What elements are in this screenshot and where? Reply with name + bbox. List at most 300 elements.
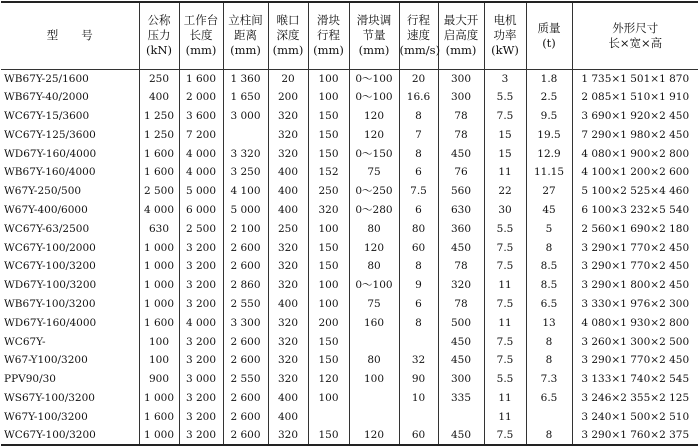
column-header-line: 速度	[407, 28, 430, 43]
table-row	[1, 407, 698, 426]
spec-cell: 19.5	[526, 125, 572, 144]
spec-cell: 900	[139, 370, 179, 389]
column-header-line: 启高度	[443, 28, 479, 43]
spec-cell: 1 250	[139, 125, 179, 144]
table-row	[1, 295, 698, 314]
spec-cell: 100	[139, 332, 179, 351]
spec-cell: 7	[399, 125, 438, 144]
spec-cell: 2 500	[139, 182, 179, 201]
spec-cell: 320	[268, 144, 308, 163]
spec-cell: 12.9	[526, 144, 572, 163]
spec-cell: 3 290×1 770×2 450	[572, 238, 698, 257]
table-row	[1, 219, 698, 238]
spec-cell: 8.5	[526, 276, 572, 295]
spec-cell: 1 600	[139, 163, 179, 182]
spec-cell: 0～150	[349, 144, 399, 163]
table-row	[1, 144, 698, 163]
spec-cell: 78	[438, 107, 484, 126]
table-row	[1, 276, 698, 295]
spec-cell: 20	[268, 69, 308, 88]
spec-cell	[526, 407, 572, 426]
spec-cell: 2 100	[223, 219, 268, 238]
column-header-line: 行程	[317, 28, 340, 43]
spec-cell: 4 100×1 200×2 600	[572, 163, 698, 182]
spec-cell: 7.5	[399, 182, 438, 201]
spec-cell: 300	[438, 69, 484, 88]
spec-cell: 100	[308, 295, 349, 314]
spec-cell: 3 000	[223, 107, 268, 126]
spec-cell: 4 080×1 930×2 800	[572, 313, 698, 332]
spec-cell: 3 200	[179, 426, 223, 445]
spec-cell: 150	[308, 238, 349, 257]
spec-cell: 75	[349, 163, 399, 182]
spec-cell: 60	[399, 238, 438, 257]
table-row	[1, 107, 698, 126]
spec-cell: 3 290×1 770×2 450	[572, 257, 698, 276]
spec-cell: 2 560×1 690×2 180	[572, 219, 698, 238]
spec-cell: 250	[308, 182, 349, 201]
spec-cell: 3 200	[179, 389, 223, 408]
spec-cell	[438, 407, 484, 426]
column-header	[268, 2, 308, 69]
spec-cell: 2 000	[179, 88, 223, 107]
spec-cell: 90	[399, 370, 438, 389]
column-header-line: 型 号	[46, 28, 93, 43]
spec-cell: 27	[526, 182, 572, 201]
spec-cell: 7 200	[179, 125, 223, 144]
spec-cell: 5.5	[484, 88, 526, 107]
column-header-line: 行程	[407, 13, 430, 28]
spec-cell: 3 690×1 920×2 450	[572, 107, 698, 126]
column-header	[308, 2, 349, 69]
spec-cell: 3 000	[179, 370, 223, 389]
column-header-line: 立柱间	[228, 13, 263, 28]
spec-cell: 7.5	[484, 238, 526, 257]
spec-cell: 1 250	[139, 107, 179, 126]
spec-cell: 3 200	[179, 295, 223, 314]
spec-cell: 320	[308, 201, 349, 220]
model-cell: WC67Y-15/3600	[1, 107, 139, 126]
spec-cell: 7.3	[526, 370, 572, 389]
spec-cell: 3 200	[179, 257, 223, 276]
spec-cell: 120	[349, 107, 399, 126]
spec-cell: 5.5	[484, 370, 526, 389]
model-cell: WC67Y-125/3600	[1, 125, 139, 144]
spec-cell: 11.15	[526, 163, 572, 182]
spec-cell	[399, 407, 438, 426]
spec-cell: 80	[399, 219, 438, 238]
spec-cell: 300	[438, 88, 484, 107]
spec-cell: 320	[268, 238, 308, 257]
spec-cell: 320	[268, 125, 308, 144]
spec-cell: 6.5	[526, 295, 572, 314]
spec-cell: 1 000	[139, 257, 179, 276]
spec-cell: 450	[438, 351, 484, 370]
table-body	[1, 69, 698, 445]
spec-cell: 4 000	[179, 144, 223, 163]
spec-cell: 2 550	[223, 295, 268, 314]
spec-cell: 76	[438, 163, 484, 182]
column-header-line: 电机	[493, 13, 517, 28]
spec-cell: 120	[308, 370, 349, 389]
spec-cell: 3 200	[179, 276, 223, 295]
spec-cell: 200	[308, 313, 349, 332]
table-row	[1, 125, 698, 144]
spec-cell: 2 600	[223, 351, 268, 370]
spec-cell: 6	[399, 201, 438, 220]
spec-cell: 15	[484, 144, 526, 163]
spec-cell: 400	[268, 407, 308, 426]
spec-cell: 7.5	[484, 295, 526, 314]
column-header-line: (mm)	[445, 43, 477, 58]
spec-cell	[349, 407, 399, 426]
column-header-line: 距离	[234, 28, 257, 43]
spec-cell: 3 260×1 300×2 500	[572, 332, 698, 351]
spec-cell: 630	[438, 201, 484, 220]
spec-cell: 450	[438, 144, 484, 163]
header-row	[1, 2, 698, 69]
table-row	[1, 201, 698, 220]
spec-cell: 78	[438, 257, 484, 276]
spec-cell: 3 290×1 760×2 375	[572, 426, 698, 445]
spec-cell: 15	[484, 125, 526, 144]
spec-cell: 60	[399, 426, 438, 445]
model-cell: WC67Y-63/2500	[1, 219, 139, 238]
spec-cell: 150	[308, 125, 349, 144]
spec-cell: 8	[399, 313, 438, 332]
column-header	[438, 2, 484, 69]
column-header	[349, 2, 399, 69]
spec-cell: 22	[484, 182, 526, 201]
model-cell: WC67Y-	[1, 332, 139, 351]
model-cell: WC67Y-100/2000	[1, 238, 139, 257]
model-cell: PPV90/30	[1, 370, 139, 389]
spec-cell: 3 200	[179, 332, 223, 351]
spec-cell: 80	[349, 257, 399, 276]
column-header-line: 长×宽×高	[608, 35, 663, 50]
model-cell: WC67Y-100/3200	[1, 426, 139, 445]
spec-cell: 10	[399, 389, 438, 408]
spec-cell: 11	[484, 389, 526, 408]
press-brake-spec-table	[1, 1, 698, 446]
spec-cell	[349, 389, 399, 408]
spec-cell: 6 100×3 232×5 540	[572, 201, 698, 220]
spec-cell: 100	[308, 69, 349, 88]
spec-cell: 320	[268, 107, 308, 126]
spec-cell: 5 000	[179, 182, 223, 201]
spec-cell: 5	[526, 219, 572, 238]
column-header-line: 喉口	[276, 13, 300, 28]
model-cell: WB67Y-25/1600	[1, 69, 139, 88]
column-header-line: (mm)	[313, 43, 344, 58]
spec-cell: 7.5	[484, 107, 526, 126]
spec-cell: 7.5	[484, 426, 526, 445]
spec-cell: 13	[526, 313, 572, 332]
table-row	[1, 351, 698, 370]
column-header	[572, 2, 698, 69]
spec-cell: 3 320	[223, 144, 268, 163]
spec-cell: 20	[399, 69, 438, 88]
spec-cell: 2 550	[223, 370, 268, 389]
spec-cell: 160	[349, 313, 399, 332]
column-header	[1, 2, 139, 69]
spec-cell: 9.5	[526, 107, 572, 126]
spec-cell: 152	[308, 163, 349, 182]
model-cell: W67Y-400/6000	[1, 201, 139, 220]
spec-cell: 0～250	[349, 182, 399, 201]
spec-cell: 2 600	[223, 257, 268, 276]
spec-cell: 0～100	[349, 276, 399, 295]
spec-cell: 3 200	[179, 238, 223, 257]
spec-cell: 45	[526, 201, 572, 220]
spec-cell	[349, 332, 399, 351]
spec-cell: 8	[526, 238, 572, 257]
spec-cell: 78	[438, 295, 484, 314]
spec-cell: 4 100	[223, 182, 268, 201]
spec-cell: 1 650	[223, 88, 268, 107]
model-cell: WD67Y-160/4000	[1, 313, 139, 332]
spec-cell: 6	[399, 163, 438, 182]
spec-cell: 630	[139, 219, 179, 238]
model-cell: W67Y-250/500	[1, 182, 139, 201]
column-header-line: 压力	[147, 28, 171, 43]
spec-cell: 7.5	[484, 332, 526, 351]
spec-cell: 150	[308, 107, 349, 126]
spec-cell: 8.5	[526, 257, 572, 276]
spec-cell: 1 600	[139, 313, 179, 332]
table-header	[1, 2, 698, 69]
spec-cell: 400	[268, 295, 308, 314]
spec-cell: 2 500	[179, 219, 223, 238]
column-header-line: (t)	[542, 35, 556, 50]
spec-cell: 1 600	[179, 69, 223, 88]
column-header	[179, 2, 223, 69]
spec-cell	[308, 407, 349, 426]
column-header-line: (mm/s)	[399, 43, 441, 58]
spec-cell: 3 250	[223, 163, 268, 182]
spec-cell: 9	[399, 276, 438, 295]
spec-cell: 7 290×1 980×2 450	[572, 125, 698, 144]
spec-cell: 2.5	[526, 88, 572, 107]
spec-cell: 1 000	[139, 238, 179, 257]
spec-cell: 200	[268, 88, 308, 107]
spec-cell: 75	[349, 295, 399, 314]
column-header-line: (mm)	[358, 43, 390, 58]
spec-cell: 100	[308, 219, 349, 238]
spec-cell: 150	[308, 426, 349, 445]
spec-cell: 3 240×1 500×2 510	[572, 407, 698, 426]
spec-cell: 1.8	[526, 69, 572, 88]
model-cell: WD67Y-100/3200	[1, 276, 139, 295]
column-header-line: 长度	[189, 28, 213, 43]
spec-cell: 3 200	[179, 407, 223, 426]
spec-cell: 6.5	[526, 389, 572, 408]
spec-cell: 1 000	[139, 426, 179, 445]
spec-cell: 8	[526, 351, 572, 370]
spec-cell: 1 000	[139, 295, 179, 314]
column-header-line: 深度	[276, 28, 300, 43]
spec-cell: 3	[484, 69, 526, 88]
spec-cell: 6 000	[179, 201, 223, 220]
column-header	[223, 2, 268, 69]
spec-cell: 0～280	[349, 201, 399, 220]
column-header-line: (mm)	[185, 43, 217, 58]
spec-cell: 100	[308, 88, 349, 107]
spec-cell: 320	[268, 257, 308, 276]
spec-cell: 320	[268, 313, 308, 332]
spec-cell: 3 290×1 800×2 450	[572, 276, 698, 295]
column-header	[526, 2, 572, 69]
spec-cell: 2 085×1 510×1 910	[572, 88, 698, 107]
spec-cell: 8	[399, 107, 438, 126]
column-header-line: 最大开	[443, 13, 479, 28]
spec-cell	[223, 125, 268, 144]
column-header	[484, 2, 526, 69]
table-row	[1, 257, 698, 276]
spec-cell: 5 100×2 525×4 460	[572, 182, 698, 201]
spec-cell: 7.5	[484, 257, 526, 276]
spec-cell: 120	[349, 426, 399, 445]
spec-cell: 400	[268, 389, 308, 408]
model-cell: WB67Y-40/2000	[1, 88, 139, 107]
spec-cell: 80	[349, 351, 399, 370]
spec-cell: 450	[438, 238, 484, 257]
spec-cell: 320	[268, 351, 308, 370]
spec-cell: 2 600	[223, 426, 268, 445]
spec-cell: 120	[349, 125, 399, 144]
spec-cell: 2 600	[223, 389, 268, 408]
spec-cell: 450	[438, 426, 484, 445]
table-row	[1, 370, 698, 389]
spec-cell: 320	[268, 370, 308, 389]
spec-cell: 250	[139, 69, 179, 88]
column-header	[139, 2, 179, 69]
table-row	[1, 69, 698, 88]
column-header-line: 滑块	[317, 13, 340, 28]
table-row	[1, 238, 698, 257]
spec-cell: 1 360	[223, 69, 268, 88]
spec-cell: 400	[268, 182, 308, 201]
column-header-line: (mm)	[230, 43, 261, 58]
spec-cell: 1 600	[139, 407, 179, 426]
spec-cell: 360	[438, 219, 484, 238]
spec-cell: 3 246×2 355×2 125	[572, 389, 698, 408]
spec-cell: 100	[349, 370, 399, 389]
spec-cell: 0～100	[349, 88, 399, 107]
spec-cell: 300	[438, 370, 484, 389]
spec-cell: 2 600	[223, 238, 268, 257]
spec-cell: 2 600	[223, 332, 268, 351]
spec-cell: 100	[308, 389, 349, 408]
spec-cell: 3 290×1 770×2 450	[572, 351, 698, 370]
table-row	[1, 163, 698, 182]
model-cell: WD67Y-160/4000	[1, 144, 139, 163]
spec-cell: 1 600	[139, 144, 179, 163]
spec-cell: 1 735×1 501×1 870	[572, 69, 698, 88]
spec-cell: 400	[139, 88, 179, 107]
column-header-line: 滑块调	[356, 13, 392, 28]
spec-cell: 2 860	[223, 276, 268, 295]
spec-cell: 560	[438, 182, 484, 201]
spec-cell: 150	[308, 144, 349, 163]
model-cell: WB67Y-160/4000	[1, 163, 139, 182]
spec-cell: 150	[308, 257, 349, 276]
spec-cell: 30	[484, 201, 526, 220]
spec-cell: 335	[438, 389, 484, 408]
spec-cell: 2 600	[223, 407, 268, 426]
model-cell: W67-Y100/3200	[1, 351, 139, 370]
spec-cell: 320	[438, 276, 484, 295]
spec-cell: 320	[268, 276, 308, 295]
table-row	[1, 426, 698, 445]
model-cell: W67Y-100/3200	[1, 407, 139, 426]
table-row	[1, 389, 698, 408]
model-cell: WB67Y-100/3200	[1, 295, 139, 314]
spec-cell: 11	[484, 407, 526, 426]
table-row	[1, 313, 698, 332]
spec-cell: 11	[484, 276, 526, 295]
column-header-line: 公称	[147, 13, 171, 28]
spec-cell: 78	[438, 125, 484, 144]
spec-cell: 16.6	[399, 88, 438, 107]
spec-cell: 400	[268, 201, 308, 220]
model-cell: WS67Y-100/3200	[1, 389, 139, 408]
spec-cell: 320	[268, 332, 308, 351]
spec-cell: 5 000	[223, 201, 268, 220]
spec-cell: 400	[268, 163, 308, 182]
spec-cell: 150	[308, 351, 349, 370]
spec-cell: 150	[308, 332, 349, 351]
spec-cell: 3 300	[223, 313, 268, 332]
spec-cell: 250	[268, 219, 308, 238]
column-header-line: 外形尺寸	[612, 20, 659, 35]
column-header-line: (kN)	[145, 43, 172, 58]
spec-cell: 3 600	[179, 107, 223, 126]
spec-cell: 0～100	[349, 69, 399, 88]
spec-cell: 4 000	[139, 201, 179, 220]
spec-cell: 1 000	[139, 389, 179, 408]
spec-cell: 8	[526, 426, 572, 445]
model-cell: WC67Y-100/3200	[1, 257, 139, 276]
column-header-line: 工作台	[183, 13, 219, 28]
spec-cell: 4 000	[179, 313, 223, 332]
table-row	[1, 88, 698, 107]
spec-cell: 4 080×1 900×2 800	[572, 144, 698, 163]
spec-cell: 7.5	[484, 351, 526, 370]
column-header-line: (mm)	[272, 43, 304, 58]
spec-cell: 120	[349, 238, 399, 257]
spec-cell: 3 200	[179, 351, 223, 370]
spec-cell: 320	[268, 426, 308, 445]
spec-cell: 32	[399, 351, 438, 370]
table-row	[1, 182, 698, 201]
spec-cell: 1 000	[139, 276, 179, 295]
spec-cell: 100	[308, 276, 349, 295]
spec-cell: 4 000	[179, 163, 223, 182]
spec-cell: 100	[139, 351, 179, 370]
spec-cell: 11	[484, 163, 526, 182]
spec-cell: 6	[399, 295, 438, 314]
spec-cell: 500	[438, 313, 484, 332]
column-header-line: 功率	[493, 28, 517, 43]
spec-cell: 80	[349, 219, 399, 238]
spec-cell: 450	[438, 332, 484, 351]
spec-cell	[399, 332, 438, 351]
table-row	[1, 332, 698, 351]
spec-cell: 8	[399, 257, 438, 276]
spec-cell: 8	[526, 332, 572, 351]
spec-cell: 3 133×1 740×2 545	[572, 370, 698, 389]
